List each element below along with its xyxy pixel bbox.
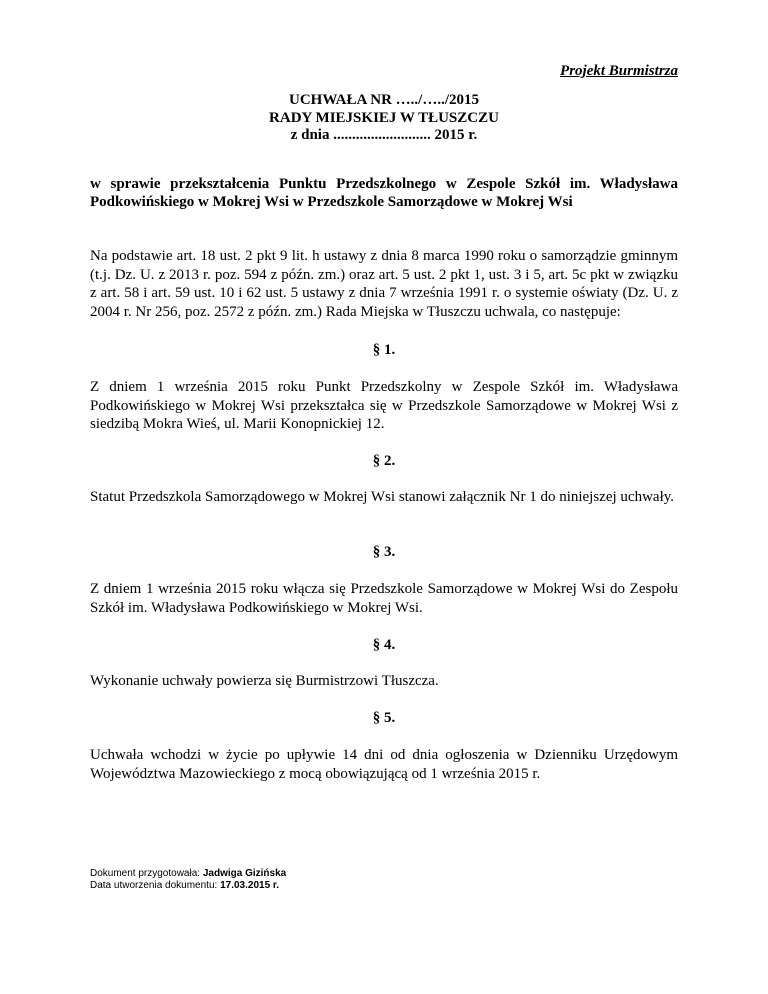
section-4-text: Wykonanie uchwały powierza się Burmistrzowi Tłuszcza. — [90, 673, 439, 689]
council-name: RADY MIEJSKIEJ W TŁUSZCZU — [269, 109, 499, 126]
created-date-label: Data utworzenia dokumentu: — [90, 880, 218, 891]
resolution-date: z dnia .......................... 2015 r. — [290, 127, 478, 143]
resolution-number: UCHWAŁA NR …../…../2015 — [288, 92, 479, 108]
section-3-heading: § 3. — [372, 544, 396, 560]
prepared-by-name: Jadwiga Gizińska — [202, 868, 287, 879]
resolution-header — [90, 92, 678, 145]
document-footer — [90, 868, 286, 892]
created-date-value: 17.03.2015 r. — [220, 880, 280, 891]
section-2-heading: § 2. — [372, 453, 396, 469]
section-5-text: Uchwała wchodzi w życie po upływie 14 dni od dnia ogłoszenia w Dzienniku Urzędowym Województwa Mazowieckiego z mocą obowiązującą od 1 września 2015 r. — [90, 747, 678, 782]
resolution-subject: w sprawie przekształcenia Punktu Przedszkolnego w Zespole Szkół im. Władysława Podkowińskiego w Mokrej Wsi w Przedszkole Samorządowe w Mokrej Wsi — [90, 176, 678, 210]
document-page — [90, 0, 678, 994]
section-1-text: Z dniem 1 września 2015 roku Punkt Przedszkolny w Zespole Szkół im. Władysława Podkowińskiego w Mokrej Wsi przekształca się w Przedszkole Samorządowe w Mokrej Wsi z siedzibą Mokra Wieś, ul. Marii Konopnickiej 12. — [90, 379, 678, 432]
prepared-by-line — [90, 868, 286, 880]
section-4-heading: § 4. — [372, 637, 396, 653]
projekt-label: Projekt Burmistrza — [560, 63, 678, 79]
created-date-line — [90, 880, 286, 892]
prepared-by-label: Dokument przygotowała: — [90, 868, 201, 879]
preamble: Na podstawie art. 18 ust. 2 pkt 9 lit. h ustawy z dnia 8 marca 1990 roku o samorządzie gminnym (t.j. Dz. U. z 2013 r. poz. 594 z późn. zm.) oraz art. 5 ust. 2 pkt 1, ust. 3 i 5, art. 5c pkt w związku z art. 58 i art. 59 ust. 10 i 62 ust. 5 ustawy z dnia 7 września 1991 r. o systemie oświaty (Dz. U. z 2004 r. Nr 256, poz. 2572 z późn. zm.) Rada Miejska w Tłuszczu uchwala, co następuje: — [90, 248, 678, 320]
section-5-heading: § 5. — [372, 710, 396, 726]
section-1-heading: § 1. — [372, 342, 396, 358]
section-3-text: Z dniem 1 września 2015 roku włącza się Przedszkole Samorządowe w Mokrej Wsi do Zespołu Szkół im. Władysława Podkowińskiego w Mokrej Wsi. — [90, 581, 678, 616]
section-2-text: Statut Przedszkola Samorządowego w Mokrej Wsi stanowi załącznik Nr 1 do niniejszej uchwały. — [90, 489, 675, 505]
